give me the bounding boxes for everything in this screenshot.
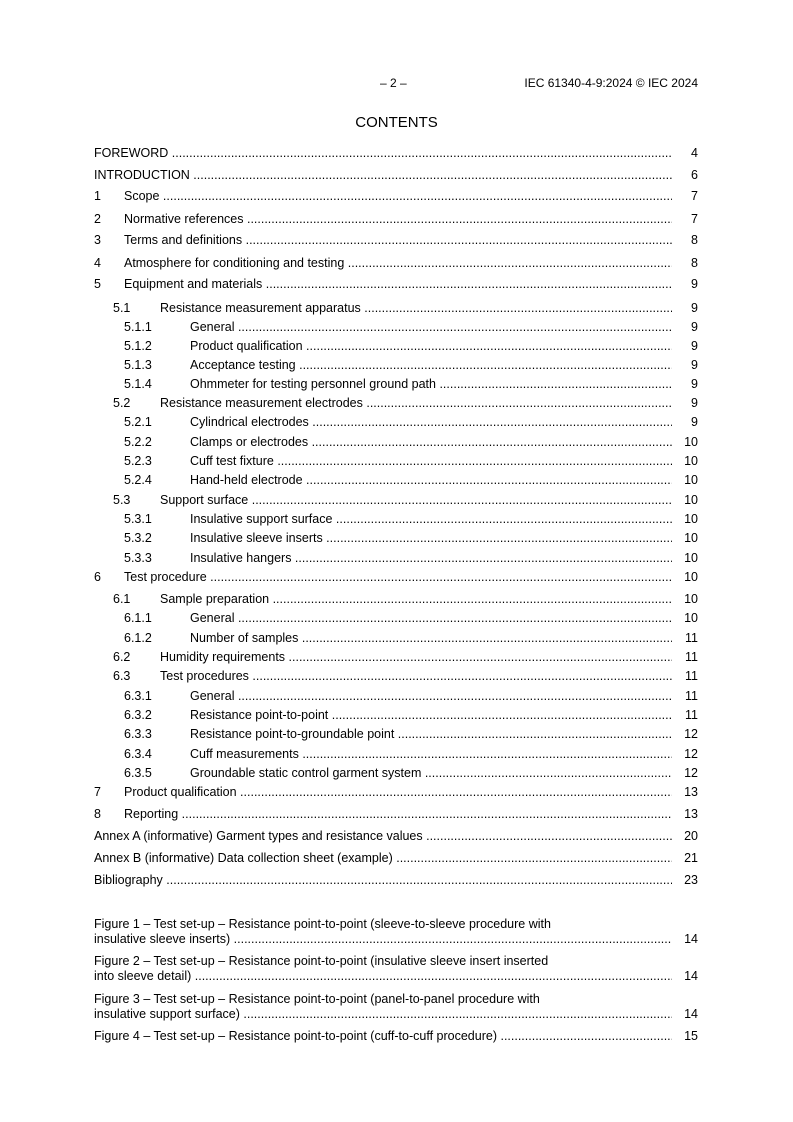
toc-entry-page: 11: [685, 669, 698, 683]
page-title: CONTENTS: [355, 114, 438, 131]
page-number: – 2 –: [380, 76, 407, 90]
toc-entry-number: 5.2.2: [124, 435, 152, 449]
figure-entry-caption-line2: insulative support surface) .....: [94, 1007, 672, 1022]
toc-entry-page: 13: [684, 807, 698, 821]
toc-entry[interactable]: [94, 146, 698, 161]
toc-entry-page: 7: [691, 212, 698, 226]
toc-entry-label: Product qualification .....: [124, 785, 672, 800]
toc-entry-label: Cuff measurements .....: [190, 747, 672, 762]
toc-entry[interactable]: [94, 493, 698, 508]
toc-entry-number: 5.2.4: [124, 473, 152, 487]
toc-entry-label: Acceptance testing .....: [190, 358, 672, 373]
toc-entry-label: Bibliography .....: [94, 873, 672, 888]
toc-entry[interactable]: [94, 766, 698, 781]
toc-entry-number: 3: [94, 233, 101, 247]
toc-entry[interactable]: [94, 631, 698, 646]
toc-entry-page: 11: [685, 689, 698, 703]
toc-entry[interactable]: [94, 320, 698, 335]
toc-entry[interactable]: [94, 570, 698, 585]
figure-entry-caption-line1: Figure 2 – Test set-up – Resistance point-to-point (insulative sleeve insert inserted: [94, 954, 549, 968]
standard-reference: IEC 61340-4-9:2024 © IEC 2024: [524, 76, 698, 90]
toc-entry-page: 9: [691, 377, 698, 391]
toc-entry-page: 21: [684, 851, 698, 865]
toc-entry[interactable]: [94, 512, 698, 527]
toc-entry-number: 6.1.1: [124, 611, 152, 625]
toc-entry-label: Annex A (informative) Garment types and resistance values .....: [94, 829, 672, 844]
toc-entry-number: 1: [94, 189, 101, 203]
toc-entry[interactable]: [94, 650, 698, 665]
toc-entry-page: 9: [691, 301, 698, 315]
figure-entry-page: 15: [684, 1029, 698, 1043]
toc-entry-number: 5.1.3: [124, 358, 152, 372]
toc-entry[interactable]: [94, 785, 698, 800]
toc-entry[interactable]: [94, 256, 698, 271]
toc-entry-page: 11: [685, 650, 698, 664]
figure-entry-caption-line2: into sleeve detail) .....: [94, 969, 672, 984]
figure-entry[interactable]: [94, 917, 698, 947]
toc-entry-number: 8: [94, 807, 101, 821]
toc-entry[interactable]: [94, 531, 698, 546]
toc-entry-page: 8: [691, 233, 698, 247]
figure-entry-caption-line2: insulative sleeve inserts) .....: [94, 932, 672, 947]
toc-entry-number: 6.3.3: [124, 727, 152, 741]
toc-entry-label: Humidity requirements .....: [160, 650, 672, 665]
toc-entry-number: 4: [94, 256, 101, 270]
toc-entry-page: 9: [691, 415, 698, 429]
toc-entry[interactable]: [94, 301, 698, 316]
toc-entry-number: 5.1.1: [124, 320, 152, 334]
figure-entry-page: 14: [684, 1007, 698, 1021]
toc-entry-number: 6.1.2: [124, 631, 152, 645]
toc-entry[interactable]: [94, 551, 698, 566]
toc-entry-label: Equipment and materials .....: [124, 277, 672, 292]
toc-entry[interactable]: [94, 168, 698, 183]
toc-entry[interactable]: [94, 611, 698, 626]
toc-entry-page: 10: [684, 435, 698, 449]
toc-entry-page: 10: [684, 454, 698, 468]
toc-entry-number: 5.3.3: [124, 551, 152, 565]
toc-entry-label: Test procedure .....: [124, 570, 672, 585]
toc-entry-page: 11: [685, 708, 698, 722]
toc-entry-number: 6.3.2: [124, 708, 152, 722]
toc-entry[interactable]: [94, 689, 698, 704]
toc-entry-page: 10: [684, 512, 698, 526]
toc-entry-number: 5: [94, 277, 101, 291]
toc-entry-label: Clamps or electrodes .....: [190, 435, 672, 450]
toc-entry[interactable]: [94, 669, 698, 684]
toc-entry[interactable]: [94, 747, 698, 762]
toc-entry-page: 10: [684, 493, 698, 507]
figure-entry-caption-line1: Figure 3 – Test set-up – Resistance point-to-point (panel-to-panel procedure with: [94, 992, 540, 1006]
toc-entry-page: 9: [691, 277, 698, 291]
figure-entry-caption-line1: Figure 1 – Test set-up – Resistance point-to-point (sleeve-to-sleeve procedure with: [94, 917, 551, 931]
toc-entry[interactable]: [94, 454, 698, 469]
toc-entry[interactable]: [94, 233, 698, 248]
figure-entry[interactable]: [94, 954, 698, 984]
toc-entry-number: 7: [94, 785, 101, 799]
toc-entry-number: 6.3.5: [124, 766, 152, 780]
toc-entry-label: Reporting .....: [124, 807, 672, 822]
toc-entry-label: General .....: [190, 320, 672, 335]
toc-entry-label: Insulative hangers .....: [190, 551, 672, 566]
toc-entry-page: 12: [684, 766, 698, 780]
toc-entry-page: 9: [691, 358, 698, 372]
toc-entry-number: 5.2.1: [124, 415, 152, 429]
figure-entry-caption-line2: Figure 4 – Test set-up – Resistance point-to-point (cuff-to-cuff procedure) .....: [94, 1029, 672, 1044]
toc-entry-number: 6.3: [113, 669, 131, 683]
toc-entry-label: Insulative support surface .....: [190, 512, 672, 527]
toc-entry-number: 5.3: [113, 493, 131, 507]
toc-entry-number: 5.1: [113, 301, 131, 315]
toc-entry-label: Support surface .....: [160, 493, 672, 508]
toc-entry-page: 6: [691, 168, 698, 182]
toc-entry-page: 9: [691, 339, 698, 353]
toc-entry-label: Insulative sleeve inserts .....: [190, 531, 672, 546]
toc-entry-page: 10: [684, 570, 698, 584]
toc-entry-label: Resistance measurement electrodes .....: [160, 396, 672, 411]
figure-entry[interactable]: [94, 1029, 698, 1044]
toc-entry[interactable]: [94, 339, 698, 354]
toc-entry-number: 2: [94, 212, 101, 226]
toc-entry-page: 8: [691, 256, 698, 270]
toc-entry-page: 10: [684, 531, 698, 545]
toc-entry-number: 5.2: [113, 396, 131, 410]
toc-entry-page: 10: [684, 551, 698, 565]
toc-entry[interactable]: [94, 212, 698, 227]
toc-entry-label: Number of samples .....: [190, 631, 672, 646]
toc-entry-number: 6.2: [113, 650, 131, 664]
toc-entry-label: Cuff test fixture .....: [190, 454, 672, 469]
toc-entry[interactable]: [94, 592, 698, 607]
toc-entry[interactable]: [94, 358, 698, 373]
toc-entry[interactable]: [94, 277, 698, 292]
toc-entry-page: 12: [684, 747, 698, 761]
toc-entry-label: Terms and definitions .....: [124, 233, 672, 248]
toc-entry-label: Resistance point-to-point .....: [190, 708, 672, 723]
toc-entry-page: 7: [691, 189, 698, 203]
toc-entry-number: 6.3.4: [124, 747, 152, 761]
toc-entry-number: 5.2.3: [124, 454, 152, 468]
toc-entry-page: 12: [684, 727, 698, 741]
toc-entry-label: Groundable static control garment system .....: [190, 766, 672, 781]
toc-entry-label: FOREWORD .....: [94, 146, 672, 161]
toc-entry-page: 20: [684, 829, 698, 843]
toc-entry-label: INTRODUCTION .....: [94, 168, 672, 183]
toc-entry-page: 4: [691, 146, 698, 160]
toc-entry-number: 5.1.2: [124, 339, 152, 353]
toc-entry-number: 6.1: [113, 592, 131, 606]
toc-entry[interactable]: [94, 189, 698, 204]
toc-entry-label: Scope .....: [124, 189, 672, 204]
toc-entry-label: Resistance point-to-groundable point .....: [190, 727, 672, 742]
toc-entry-label: General .....: [190, 689, 672, 704]
toc-entry-page: 10: [684, 611, 698, 625]
toc-entry-label: Atmosphere for conditioning and testing .....: [124, 256, 672, 271]
toc-entry-page: 13: [684, 785, 698, 799]
toc-entry[interactable]: [94, 435, 698, 450]
toc-entry-label: General .....: [190, 611, 672, 626]
toc-entry[interactable]: [94, 473, 698, 488]
toc-entry-page: 10: [684, 592, 698, 606]
toc-entry-label: Ohmmeter for testing personnel ground path .....: [190, 377, 672, 392]
toc-entry-label: Cylindrical electrodes .....: [190, 415, 672, 430]
toc-entry-page: 10: [684, 473, 698, 487]
toc-entry-label: Hand-held electrode .....: [190, 473, 672, 488]
toc-entry[interactable]: [94, 415, 698, 430]
figure-entry[interactable]: [94, 992, 698, 1022]
toc-entry[interactable]: [94, 873, 698, 888]
page-header: [94, 76, 698, 92]
toc-entry-number: 5.3.1: [124, 512, 152, 526]
toc-entry-label: Product qualification .....: [190, 339, 672, 354]
toc-entry[interactable]: [94, 807, 698, 822]
toc-entry[interactable]: [94, 829, 698, 844]
toc-entry[interactable]: [94, 851, 698, 866]
toc-entry-number: 6.3.1: [124, 689, 152, 703]
toc-entry-page: 9: [691, 396, 698, 410]
toc-entry-label: Annex B (informative) Data collection sheet (example) .....: [94, 851, 672, 866]
toc-entry[interactable]: [94, 396, 698, 411]
toc-entry[interactable]: [94, 708, 698, 723]
toc-entry[interactable]: [94, 377, 698, 392]
toc-entry-number: 5.3.2: [124, 531, 152, 545]
toc-entry-number: 5.1.4: [124, 377, 152, 391]
toc-entry-label: Resistance measurement apparatus .....: [160, 301, 672, 316]
toc-entry-page: 11: [685, 631, 698, 645]
toc-entry-page: 23: [684, 873, 698, 887]
toc-entry-label: Normative references .....: [124, 212, 672, 227]
toc-entry[interactable]: [94, 727, 698, 742]
toc-entry-number: 6: [94, 570, 101, 584]
toc-entry-label: Sample preparation .....: [160, 592, 672, 607]
figure-entry-page: 14: [684, 932, 698, 946]
toc-entry-label: Test procedures .....: [160, 669, 672, 684]
toc-entry-page: 9: [691, 320, 698, 334]
figure-entry-page: 14: [684, 969, 698, 983]
